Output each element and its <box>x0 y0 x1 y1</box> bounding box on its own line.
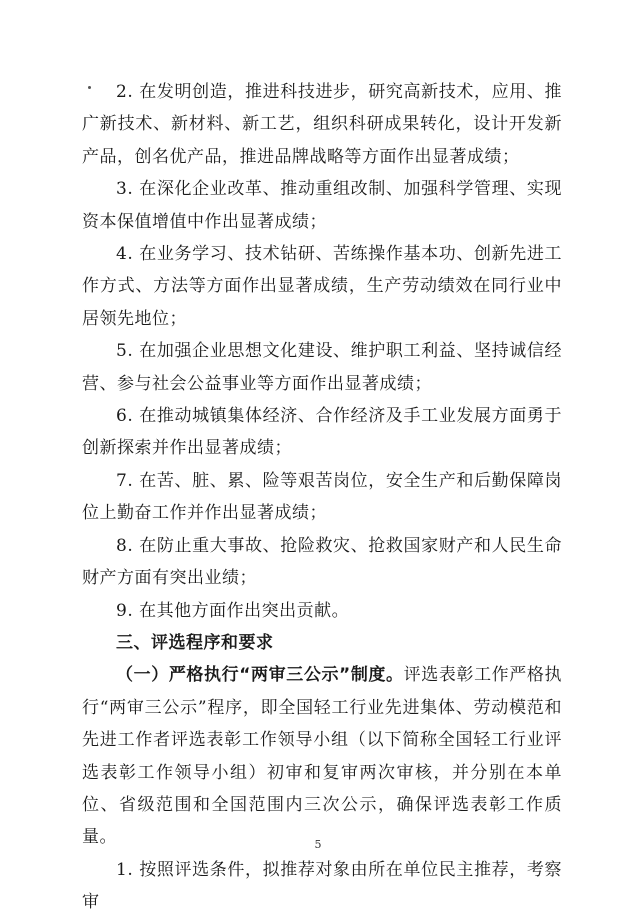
subsection-paragraph <box>82 659 562 853</box>
list-item-7: 7. 在苦、脏、累、险等艰苦岗位，安全生产和后勤保障岗位上勤奋工作并作出显著成绩； <box>82 470 562 524</box>
subsection-body: 评选表彰工作严格执行“两审三公示”程序，即全国轻工行业先进集体、劳动模范和先进工作者评选表彰工作领导小组（以下简称全国轻工行业评选表彰工作领导小组）初审和复审两次审核，并分别在本单位、省级范围和全国范围内三次公示，确保评选表彰工作质量。 <box>82 665 562 848</box>
list-item-3: 3. 在深化企业改革、推动重组改制、加强科学管理、实现资本保值增值中作出显著成绩； <box>82 179 562 232</box>
list-item-2: 2. 在发明创造，推进科技进步，研究高新技术，应用、推广新技术、新材料、新工艺，组织科研成果转化，设计开发新产品，创名优产品，推进品牌战略等方面作出显著成绩； <box>82 82 562 167</box>
list-item-8: 8. 在防止重大事故、抢险救灾、抢救国家财产和人民生命财产方面有突出业绩； <box>82 535 562 589</box>
subsection-lead: （一）严格执行“两审三公示”制度。 <box>116 665 404 686</box>
procedure-item-1: 1. 按照评选条件，拟推荐对象由所在单位民主推荐，考察审 <box>82 859 562 913</box>
document-body <box>82 76 562 919</box>
list-item-6: 6. 在推动城镇集体经济、合作经济及手工业发展方面勇于创新探索并作出显著成绩； <box>82 406 562 459</box>
section-heading: 三、评选程序和要求 <box>116 632 274 653</box>
page-number: 5 <box>314 838 322 851</box>
list-item-5: 5. 在加强企业思想文化建设、维护职工利益、坚持诚信经营、参与社会公益事业等方面作出显著成绩； <box>82 341 562 394</box>
list-item-9: 9. 在其他方面作出突出贡献。 <box>116 600 350 621</box>
list-item-4: 4. 在业务学习、技术钻研、苦练操作基本功、创新先进工作方式、方法等方面作出显著成绩，生产劳动绩效在同行业中居领先地位； <box>82 244 562 329</box>
